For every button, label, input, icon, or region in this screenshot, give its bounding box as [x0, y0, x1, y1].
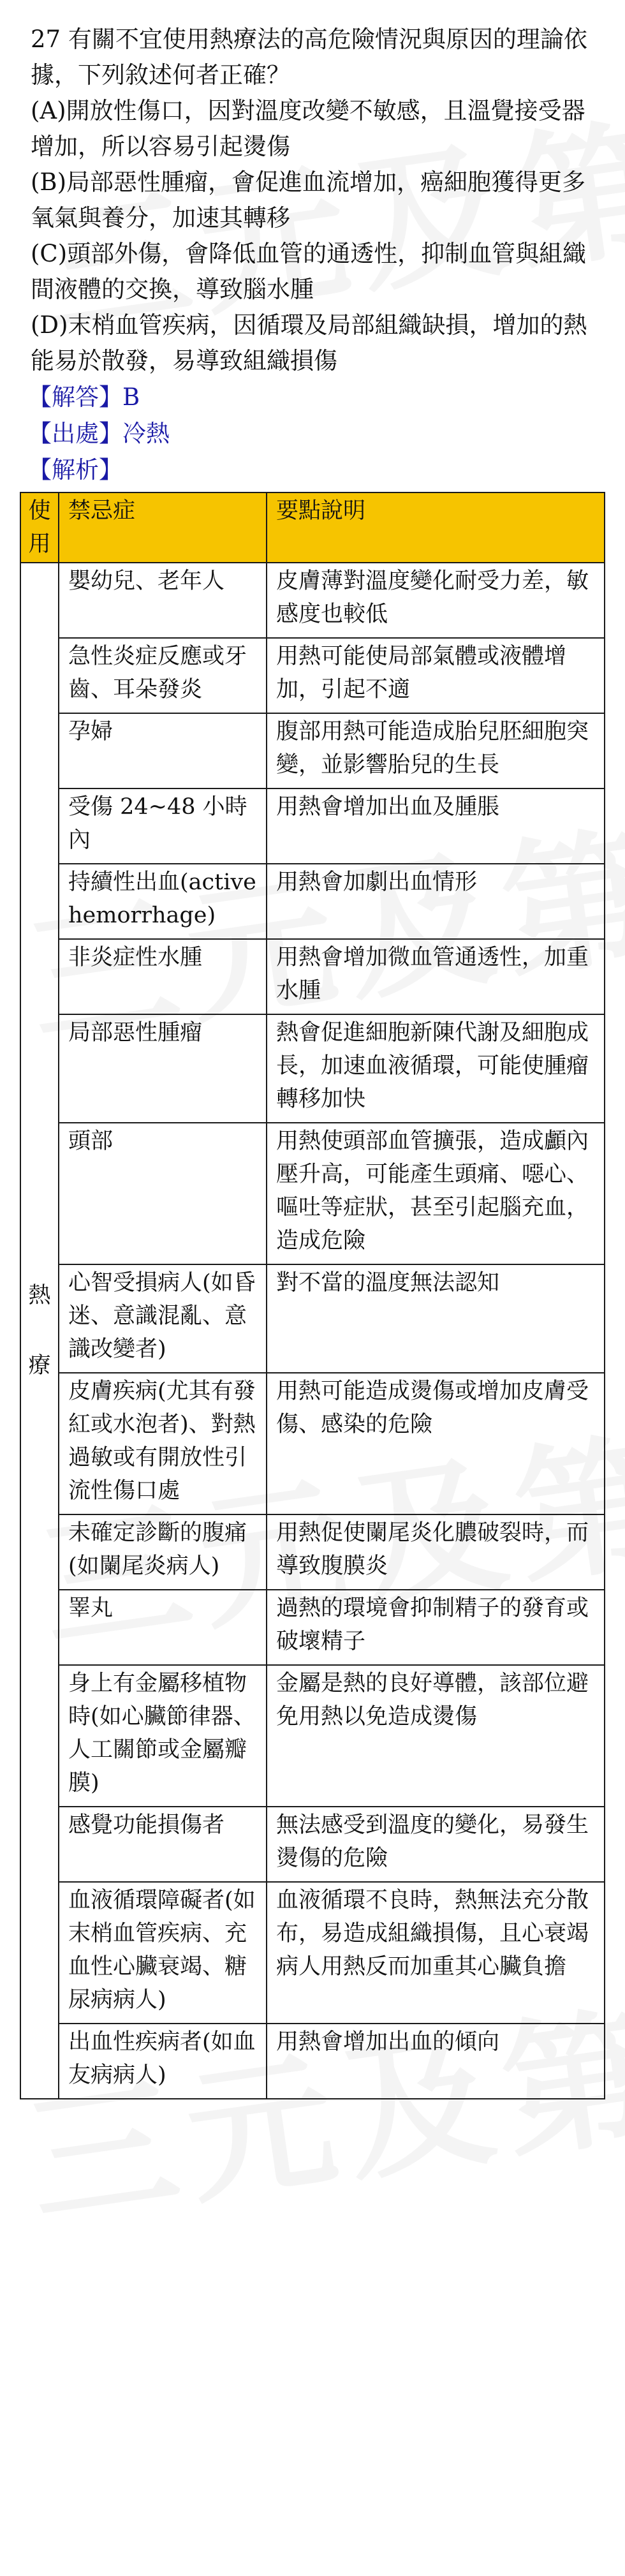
contraindication-table — [20, 492, 605, 2099]
condition-cell: 非炎症性水腫 — [59, 939, 267, 1014]
table-row — [20, 1807, 605, 1882]
condition-cell: 出血性疾病者(如血友病病人) — [59, 2024, 267, 2099]
condition-cell: 受傷 24~48 小時內 — [59, 788, 267, 864]
table-row — [20, 1014, 605, 1123]
table-row — [20, 563, 605, 638]
explanation-cell: 用熱會加劇出血情形 — [267, 864, 605, 939]
source-value: 冷熱 — [122, 420, 170, 447]
explanation-cell: 對不當的溫度無法認知 — [267, 1264, 605, 1373]
explanation-cell: 用熱可能使局部氣體或液體增加，引起不適 — [267, 638, 605, 713]
analysis-line — [28, 452, 625, 488]
condition-cell: 感覺功能損傷者 — [59, 1807, 267, 1882]
condition-cell: 睪丸 — [59, 1590, 267, 1665]
analysis-label: 【解析】 — [28, 456, 122, 484]
table-row — [20, 864, 605, 939]
table-row — [20, 1590, 605, 1665]
explanation-cell: 無法感受到溫度的變化，易發生燙傷的危險 — [267, 1807, 605, 1882]
table-body — [20, 563, 605, 2099]
table-row — [20, 1123, 605, 1264]
option-b: (B)局部惡性腫瘤，會促進血流增加，癌細胞獲得更多氧氣與養分，加速其轉移 — [31, 168, 586, 232]
condition-cell: 未確定診斷的腹痛(如闌尾炎病人) — [59, 1514, 267, 1590]
header-explanation: 要點說明 — [267, 492, 605, 563]
table-row — [20, 2024, 605, 2099]
explanation-cell: 用熱會增加微血管通透性，加重水腫 — [267, 939, 605, 1014]
condition-cell: 皮膚疾病(尤其有發紅或水泡者)、對熱過敏或有開放性引流性傷口處 — [59, 1373, 267, 1514]
explanation-cell: 血液循環不良時，熱無法充分散布，易造成組織損傷，且心衰竭病人用熱反而加重其心臟負擔 — [267, 1882, 605, 2024]
option-a: (A)開放性傷口，因對溫度改變不敏感，且溫覺接受器增加，所以容易引起燙傷 — [31, 97, 585, 160]
source-line — [28, 415, 625, 452]
option-d: (D)末梢血管疾病，因循環及局部組織缺損，增加的熱能易於散發，易導致組織損傷 — [31, 311, 587, 374]
option-c: (C)頭部外傷，會降低血管的通透性，抑制血管與組織間液體的交換，導致腦水腫 — [31, 240, 587, 303]
question-block — [31, 22, 599, 379]
explanation-cell: 過熱的環境會抑制精子的發育或破壞精子 — [267, 1590, 605, 1665]
explanation-cell: 腹部用熱可能造成胎兒胚細胞突變，並影響胎兒的生長 — [267, 713, 605, 788]
table-row — [20, 638, 605, 713]
condition-cell: 孕婦 — [59, 713, 267, 788]
table-row — [20, 939, 605, 1014]
answer-line — [28, 379, 625, 415]
table-row — [20, 1373, 605, 1514]
explanation-cell: 用熱促使闌尾炎化膿破裂時，而導致腹膜炎 — [267, 1514, 605, 1590]
table-row — [20, 1882, 605, 2024]
condition-cell: 局部惡性腫瘤 — [59, 1014, 267, 1123]
condition-cell: 持續性出血(active hemorrhage) — [59, 864, 267, 939]
answer-label: 【解答】 — [28, 383, 122, 411]
explanation-cell: 皮膚薄對溫度變化耐受力差，敏感度也較低 — [267, 563, 605, 638]
table-row — [20, 1264, 605, 1373]
question-stem: 27 有關不宜使用熱療法的高危險情況與原因的理論依據，下列敘述何者正確？ — [31, 26, 587, 89]
condition-cell: 嬰幼兒、老年人 — [59, 563, 267, 638]
explanation-cell: 用熱會增加出血及腫脹 — [267, 788, 605, 864]
table-header-row — [20, 492, 605, 563]
condition-cell: 心智受損病人(如昏迷、意識混亂、意識改變者) — [59, 1264, 267, 1373]
table-row — [20, 713, 605, 788]
condition-cell: 身上有金屬移植物時(如心臟節律器、人工關節或金屬瓣膜) — [59, 1665, 267, 1807]
table-row — [20, 1514, 605, 1590]
condition-cell: 血液循環障礙者(如末梢血管疾病、充血性心臟衰竭、糖尿病病人) — [59, 1882, 267, 2024]
source-label: 【出處】 — [28, 420, 122, 447]
explanation-cell: 熱會促進細胞新陳代謝及細胞成長，加速血液循環，可能使腫瘤轉移加快 — [267, 1014, 605, 1123]
answer-value: B — [122, 383, 140, 411]
explanation-cell: 用熱會增加出血的傾向 — [267, 2024, 605, 2099]
condition-cell: 頭部 — [59, 1123, 267, 1264]
table-row — [20, 1665, 605, 1807]
explanation-cell: 金屬是熱的良好導體，該部位避免用熱以免造成燙傷 — [267, 1665, 605, 1807]
header-use: 使用 — [20, 492, 59, 563]
condition-cell: 急性炎症反應或牙齒、耳朵發炎 — [59, 638, 267, 713]
table-row — [20, 788, 605, 864]
header-condition: 禁忌症 — [59, 492, 267, 563]
explanation-cell: 用熱使頭部血管擴張，造成顱內壓升高，可能產生頭痛、噁心、嘔吐等症狀，甚至引起腦充血，造成危險 — [267, 1123, 605, 1264]
explanation-cell: 用熱可能造成燙傷或增加皮膚受傷、感染的危險 — [267, 1373, 605, 1514]
use-cell-heat-therapy: 熱 療 — [20, 563, 59, 2099]
